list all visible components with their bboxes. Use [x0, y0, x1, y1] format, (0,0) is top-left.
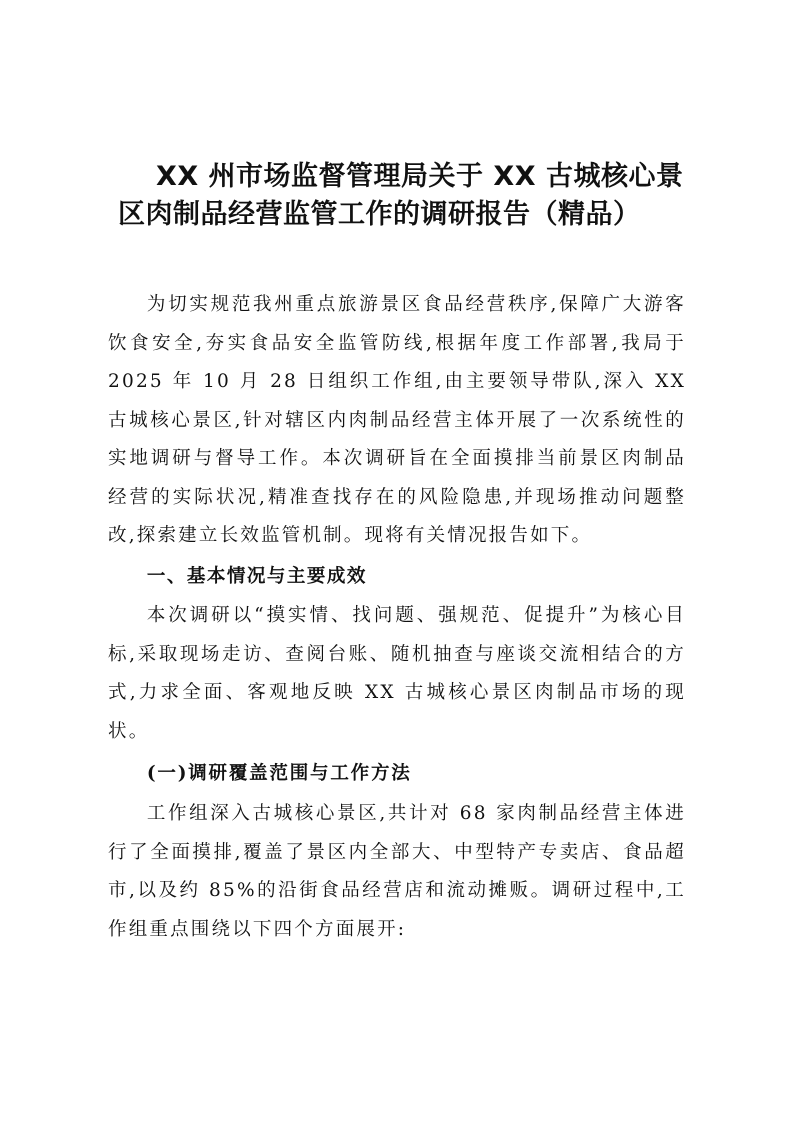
section-paragraph-objectives: 本次调研以“摸实情、找问题、强规范、促提升”为核心目标,采取现场走访、查阅台账、随机抽查与座谈交流相结合的方式,力求全面、客观地反映 XX 古城核心景区肉制品市场的现状。 — [108, 605, 686, 742]
title-line-1: XX 州市场监督管理局关于 XX 古城核心景 — [156, 161, 684, 192]
subsection-heading-scope-methods: (一)调研覆盖范围与工作方法 — [146, 763, 412, 784]
section-heading-basic-situation: 一、基本情况与主要成效 — [146, 566, 367, 587]
title-line-2: 区肉制品经营监管工作的调研报告（精品） — [118, 199, 641, 230]
document-title — [118, 158, 698, 234]
intro-paragraph: 为切实规范我州重点旅游景区食品经营秩序,保障广大游客饮食安全,夯实食品安全监管防线,根据年度工作部署,我局于 2025 年 10 月 28 日组织工作组,由主要领导带队,深入 XX 古城核心景区,针对辖区内肉制品经营主体开展了一次系统性的实地调研与督导工作。本次调研旨在全面摸排当前景区肉制品经营的实际状况,精准查找存在的风险隐患,并现场推动问题整改,探索建立长效监管机制。现将有关情况报告如下。 — [108, 294, 686, 546]
subsection-paragraph-coverage: 工作组深入古城核心景区,共计对 68 家肉制品经营主体进行了全面摸排,覆盖了景区内全部大、中型特产专卖店、食品超市,以及约 85%的沿街食品经营店和流动摊贩。调研过程中,工作组重点围绕以下四个方面展开: — [108, 803, 686, 940]
